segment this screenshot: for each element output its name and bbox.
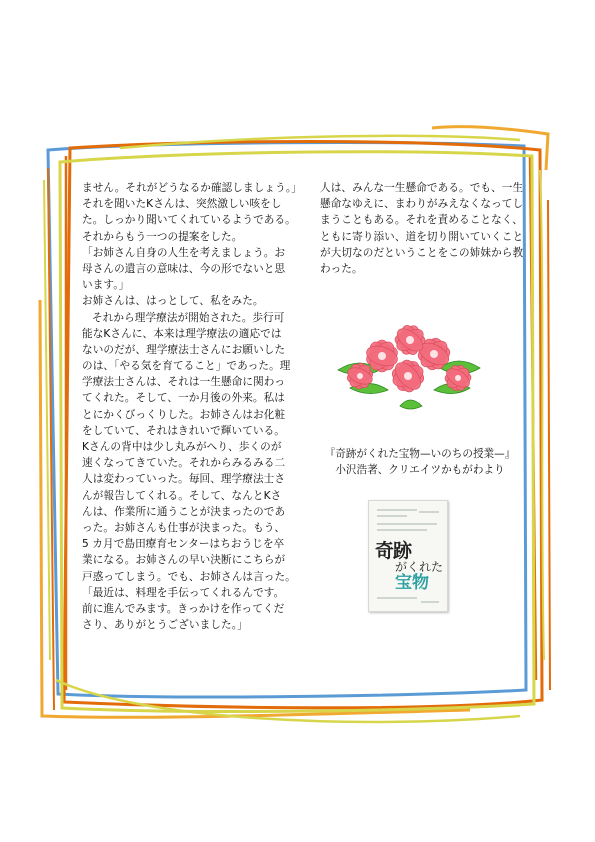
text-line: 懸命なゆえに、まわりがみえなくなってし (320, 198, 524, 211)
book-cover-title-accent: 宝物 (395, 573, 429, 593)
right-text-column (320, 180, 524, 277)
cover-decoration-line (377, 597, 417, 599)
cover-decoration-line (377, 509, 417, 511)
text-line: お姉さんは、はっとして、私をみた。 (82, 295, 264, 308)
text-line: 5 カ月で島田療育センターはちおうじを卒 (82, 538, 285, 551)
cover-decoration-line (421, 601, 439, 603)
text-line: とにかくびっくりした。お姉さんはお化粧 (82, 408, 286, 421)
cover-decoration-line (377, 523, 437, 525)
text-line: います。」 (82, 279, 130, 292)
text-line: んは、作業所に通うことが決まったのであ (82, 505, 286, 518)
book-cover-image (368, 500, 448, 612)
text-line: 人は変わっていった。毎回、理学療法士さ (82, 473, 286, 486)
text-line: 人は、みんな一生懸命である。でも、一生 (320, 182, 524, 194)
text-line: ともに寄り添い、道を切り開いていくこと (320, 230, 524, 243)
text-line: ません。それがどうなるか確認しましょう。」 (82, 182, 302, 194)
text-line: それから理学療法が開始された。歩行可 (92, 311, 285, 324)
text-line: をしていて、それはきれいで輝いている。 (82, 424, 285, 437)
left-text-column (82, 180, 304, 633)
text-line: 「お姉さん自身の人生を考えましょう。お (82, 246, 286, 259)
text-line: まうこともある。それを責めることなく、 (320, 214, 523, 227)
text-line: が大切なのだということをこの姉妹から教 (320, 246, 524, 259)
text-line: った。お姉さんも仕事が決まった。もう、 (82, 521, 286, 534)
cover-decoration-line (377, 515, 407, 517)
book-caption (300, 446, 540, 478)
cover-decoration-line (377, 529, 427, 531)
text-line: た。しっかり聞いてくれているようである。 (82, 214, 296, 227)
text-line: 母さんの遺言の意味は、今の形でないと思 (82, 262, 286, 275)
blossoms (345, 323, 472, 394)
book-caption-title: 『奇跡がくれた宝物—いのちの授業—』 (324, 448, 516, 460)
cover-decoration-line (419, 511, 439, 513)
text-line: Kさんの背中は少し丸みがへり、歩くのが (82, 441, 282, 453)
text-line: のは、「やる気を育てること」であった。理 (82, 360, 291, 373)
book-cover-title-mid: がくれた (395, 560, 444, 574)
text-line: 学療法士さんは、それは一生懸命に関わっ (82, 376, 286, 389)
book-cover-title: 奇跡 (375, 540, 412, 562)
text-line: 能なKさんに、本来は理学療法の適応では (82, 327, 282, 340)
text-line: それからもう一つの提案をした。 (82, 230, 243, 243)
azalea-flower-illustration (330, 318, 490, 413)
text-line: わった。 (320, 262, 363, 275)
book-caption-authors: 小沢浩著、クリエイツかもがわより (335, 464, 505, 476)
text-line: 速くなってきていた。それからみるみる二 (82, 457, 286, 470)
text-line: ないのだが、理学療法士さんにお願いした (82, 343, 286, 356)
text-line: さり、ありがとうございました。」 (82, 619, 248, 632)
text-line: てくれた。そして、一か月後の外来。私は (82, 392, 285, 405)
text-line: 前に進んでみます。きっかけを作ってくだ (82, 602, 285, 615)
text-line: 「最近は、料理を手伝ってくれるんです。 (82, 586, 285, 599)
text-line: それを聞いたKさんは、突然激しい咳をし (82, 198, 282, 211)
text-line: 業になる。お姉さんの早い決断にこちらが (82, 554, 286, 567)
text-line: 戸惑ってしまう。でも、お姉さんは言った。 (82, 570, 296, 583)
text-line: んが報告してくれる。そして、なんとKさ (82, 489, 282, 502)
